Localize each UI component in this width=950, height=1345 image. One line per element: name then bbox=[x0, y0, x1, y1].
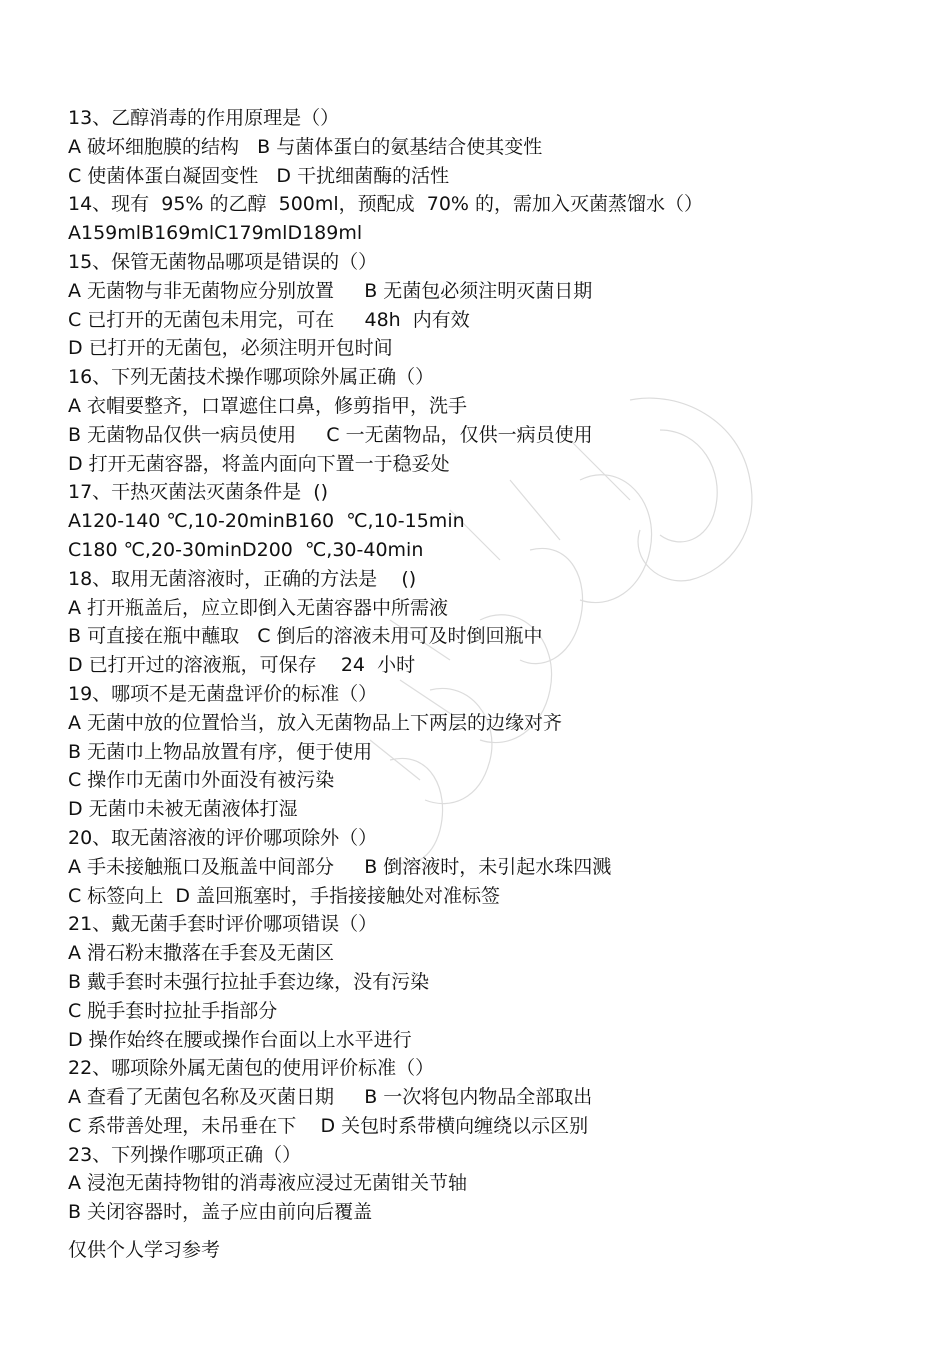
text-line: A 浸泡无菌持物钳的消毒液应浸过无菌钳关节轴 bbox=[68, 1172, 468, 1195]
text-line: 22、哪项除外属无菌包的使用评价标准（） bbox=[68, 1057, 435, 1080]
text-line: C 脱手套时拉扯手指部分 bbox=[68, 999, 278, 1022]
text-line: A159mlB169mlC179mlD189ml bbox=[68, 222, 363, 245]
text-line: 21、戴无菌手套时评价哪项错误（） bbox=[68, 913, 378, 936]
text-line: A 打开瓶盖后，应立即倒入无菌容器中所需液 bbox=[68, 596, 449, 619]
text-line: D 已打开过的溶液瓶，可保存 24 小时 bbox=[68, 654, 416, 677]
text-line: B 戴手套时未强行拉扯手套边缘，没有污染 bbox=[68, 970, 430, 993]
text-line: 20、取无菌溶液的评价哪项除外（） bbox=[68, 826, 378, 849]
text-line: C180 ℃,20-30minD200 ℃,30-40min bbox=[68, 538, 424, 561]
text-line: 18、取用无菌溶液时，正确的方法是 () bbox=[68, 567, 417, 590]
text-line: 15、保管无菌物品哪项是错误的（） bbox=[68, 250, 378, 273]
text-line: C 已打开的无菌包未用完，可在 48h 内有效 bbox=[68, 308, 470, 331]
text-line: 23、下列操作哪项正确（） bbox=[68, 1143, 302, 1166]
footer-note: 仅供个人学习参考 bbox=[68, 1239, 221, 1261]
text-line: B 可直接在瓶中蘸取 C 倒后的溶液未用可及时倒回瓶中 bbox=[68, 625, 543, 648]
text-line: A 无菌物与非无菌物应分别放置 B 无菌包必须注明灭菌日期 bbox=[68, 279, 593, 302]
text-line: A 衣帽要整齐，口罩遮住口鼻，修剪指甲，洗手 bbox=[68, 394, 468, 417]
text-line: A 手未接触瓶口及瓶盖中间部分 B 倒溶液时，未引起水珠四溅 bbox=[68, 855, 612, 878]
text-line: D 已打开的无菌包，必须注明开包时间 bbox=[68, 337, 393, 360]
text-line: 16、下列无菌技术操作哪项除外属正确（） bbox=[68, 366, 435, 389]
text-line: 14、现有 95% 的乙醇 500ml，预配成 70% 的，需加入灭菌蒸馏水（） bbox=[68, 193, 704, 216]
text-line: A 查看了无菌包名称及灭菌日期 B 一次将包内物品全部取出 bbox=[68, 1086, 593, 1109]
text-line: 13、乙醇消毒的作用原理是（） bbox=[68, 107, 340, 129]
text-line: D 无菌巾未被无菌液体打湿 bbox=[68, 798, 298, 821]
text-line: B 无菌巾上物品放置有序，便于使用 bbox=[68, 740, 373, 763]
text-line: C 系带善处理，未吊垂在下 D 关包时系带横向缠绕以示区别 bbox=[68, 1114, 589, 1137]
text-line: D 打开无菌容器，将盖内面向下置一于稳妥处 bbox=[68, 452, 450, 475]
text-line: C 使菌体蛋白凝固变性 D 干扰细菌酶的活性 bbox=[68, 164, 450, 187]
text-line: 19、哪项不是无菌盘评价的标准（） bbox=[68, 682, 378, 705]
text-line: A 滑石粉末撒落在手套及无菌区 bbox=[68, 942, 335, 965]
question-text-block bbox=[68, 104, 928, 1227]
text-line: B 关闭容器时，盖子应由前向后覆盖 bbox=[68, 1201, 373, 1224]
text-line: D 操作始终在腰或操作台面以上水平进行 bbox=[68, 1028, 412, 1051]
text-line: 17、干热灭菌法灭菌条件是 () bbox=[68, 481, 329, 504]
text-line: C 标签向上 D 盖回瓶塞时，手指接接触处对准标签 bbox=[68, 884, 501, 907]
text-line: A 无菌中放的位置恰当，放入无菌物品上下两层的边缘对齐 bbox=[68, 711, 563, 734]
text-line: A120-140 ℃,10-20minB160 ℃,10-15min bbox=[68, 510, 465, 533]
text-line: B 无菌物品仅供一病员使用 C 一无菌物品，仅供一病员使用 bbox=[68, 423, 593, 446]
text-line: A 破坏细胞膜的结构 B 与菌体蛋白的氨基结合使其变性 bbox=[68, 135, 543, 158]
text-line: C 操作巾无菌巾外面没有被污染 bbox=[68, 769, 335, 792]
